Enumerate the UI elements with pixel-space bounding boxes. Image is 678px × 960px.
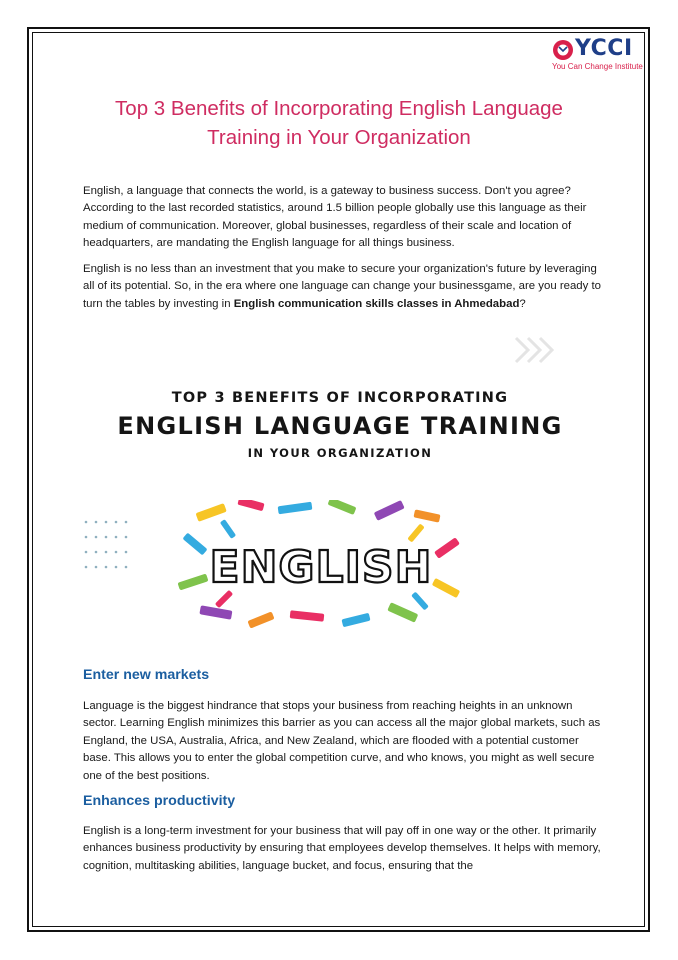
logo-name: YCCI [575, 36, 633, 61]
intro-paragraph-1: English, a language that connects the world, is a gateway to business success. Don't you agree? According to the last recorded statistics, around 1.5 billion people globally use this language as their medium of communication. Moreover, global businesses, regardless of their scale and location of headquarters, are mandating the English language for all things business. [83, 185, 587, 250]
intro-paragraph-2-end: ? [519, 297, 526, 310]
benefits-banner [80, 330, 600, 660]
page-title-line1: Top 3 Benefits of Incorporating English Language [115, 97, 563, 120]
banner-line-3: IN YOUR ORGANIZATION [247, 446, 433, 460]
intro-paragraph-2 [83, 261, 603, 313]
banner-line-2: ENGLISH LANGUAGE TRAINING [117, 412, 563, 440]
chevron-arrows-icon [512, 332, 560, 368]
english-word-art-text: ENGLISH [209, 542, 433, 593]
logo-tagline: You Can Change Institute [552, 62, 643, 71]
section-body-productivity: English is a long-term investment for your business that will pay off in one way or the other. It primarily enhances business productivity by ensuring that employees develop themselves. It helps with memory, cognition, multitasking abilities, language bucket, and focus, ensuring that the [83, 825, 601, 872]
section-heading-markets: Enter new markets [83, 667, 210, 683]
course-highlight: English communication skills classes in Ahmedabad [233, 297, 520, 310]
banner-line-1: TOP 3 BENEFITS OF INCORPORATING [171, 390, 509, 406]
section-heading-productivity: Enhances productivity [83, 793, 236, 809]
logo-mark-icon [552, 39, 574, 61]
page-title-line2: Training in Your Organization [207, 126, 471, 149]
ycci-logo [552, 38, 644, 76]
dot-grid-decoration [82, 518, 130, 576]
section-body-markets: Language is the biggest hindrance that stops your business from reaching heights in an unknown sector. Learning English minimizes this barrier as you can access all the major global markets, such as England, the USA, Australia, Africa, and New Zealand, which are flooded with a potential customer base. This allows you to enter the global competition curve, and who knows, you might as well secure one of the best positions. [83, 700, 601, 782]
page-title [80, 94, 598, 152]
english-word-art [178, 500, 464, 630]
intro-paragraph-2-text: English is no less than an investment that you make to secure your organization's future by leveraging all of its potential. So, in the era where one language can change your businessgame, are you ready to turn the tables by investing in [83, 263, 601, 310]
